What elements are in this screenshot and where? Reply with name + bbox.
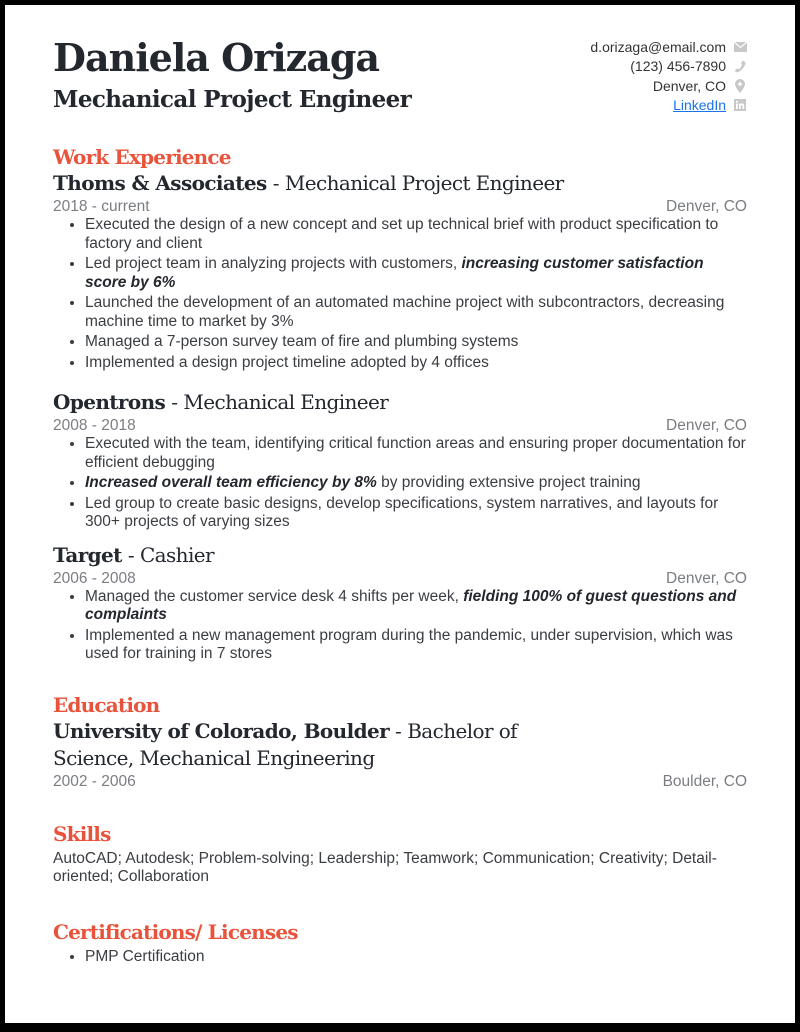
job-role: Mechanical Engineer [183, 390, 389, 414]
contact-email [590, 37, 747, 57]
envelope-icon [733, 40, 747, 54]
bullet-text: by providing extensive project training [376, 474, 641, 491]
education-header [53, 718, 593, 772]
separator: - [171, 390, 178, 414]
section-title-education: Education [53, 692, 160, 717]
job-location: Denver, CO [666, 198, 747, 215]
bullet-item [85, 294, 747, 331]
bullet-text: Led project team in analyzing projects with customers, [85, 255, 462, 272]
bullet-emphasis: Increased overall team efficiency by 8% [85, 474, 377, 491]
job-header [53, 170, 747, 197]
certifications-section [53, 919, 747, 967]
section-title-skills: Skills [53, 821, 111, 846]
bullet-item [85, 495, 747, 532]
job-bullets [53, 435, 747, 532]
phone-text: (123) 456-7890 [630, 58, 726, 75]
contact-phone [590, 57, 747, 77]
separator: - [127, 542, 134, 567]
company-name: Thoms & Associates [53, 171, 267, 195]
resume-page [5, 5, 795, 1023]
certifications-list [53, 948, 747, 967]
job-dates: 2008 - 2018 [53, 417, 136, 434]
education-dates: 2002 - 2006 [53, 772, 136, 790]
company-name: Target [53, 542, 122, 567]
bullet-text: Managed a 7-person survey team of fire and plumbing systems [85, 333, 519, 350]
job-dates: 2006 - 2008 [53, 569, 136, 587]
linkedin-link[interactable]: LinkedIn [673, 97, 726, 114]
job-header [53, 542, 747, 569]
work-experience-section [53, 144, 747, 664]
bullet-item [85, 354, 747, 373]
bullet-item [85, 216, 747, 253]
skills-section [53, 821, 747, 887]
bullet-text: Implemented a design project timeline adopted by 4 offices [85, 353, 489, 371]
school-name: University of Colorado, Boulder [53, 718, 390, 743]
education-meta [53, 772, 747, 791]
bullet-item [85, 435, 747, 472]
location-pin-icon [733, 79, 747, 93]
job-location: Denver, CO [666, 417, 747, 434]
phone-icon [733, 59, 747, 73]
email-text: d.orizaga@email.com [590, 38, 726, 55]
bullet-text: Launched the development of an automated machine project with subcontractors, decreasing machine time to market by 3% [85, 294, 725, 330]
job-entry [53, 542, 747, 664]
separator: - [395, 718, 402, 743]
section-title-certifications: Certifications/ Licenses [53, 919, 298, 944]
job-meta [53, 569, 747, 588]
skills-list: AutoCAD; Autodesk; Problem-solving; Leadership; Teamwork; Communication; Creativity; Detail-oriented; Collaboration [53, 849, 717, 885]
bullet-item [85, 333, 747, 352]
bullet-emphasis: fielding 100% of guest questions and complaints [85, 587, 737, 623]
bullet-item [85, 474, 747, 493]
bullet-item [85, 255, 747, 292]
job-header [53, 389, 747, 416]
job-entry [53, 170, 747, 372]
job-meta [53, 197, 747, 216]
contact-linkedin [590, 96, 747, 116]
education-location: Boulder, CO [662, 772, 747, 790]
linkedin-icon [733, 98, 747, 112]
bullet-text: Executed with the team, identifying critical function areas and ensuring proper documentation for efficient debugging [85, 435, 746, 471]
bullet-text: Managed the customer service desk 4 shifts per week, [85, 587, 464, 605]
job-entry [53, 389, 747, 532]
bullet-emphasis: increasing customer satisfaction score by 6% [85, 255, 704, 291]
job-role: Mechanical Project Engineer [284, 171, 564, 195]
degree: Bachelor of Science, Mechanical Engineering [53, 718, 517, 770]
job-role: Cashier [139, 542, 214, 567]
education-section [53, 692, 747, 791]
candidate-title: Mechanical Project Engineer [53, 86, 412, 113]
job-bullets [53, 216, 747, 372]
job-location: Denver, CO [666, 569, 747, 587]
contact-block [590, 37, 747, 115]
bullet-text: Implemented a new management program during the pandemic, under supervision, which was used for training in 7 stores [85, 626, 733, 662]
bullet-text: Led group to create basic designs, develop specifications, system narratives, and layouts for 300+ projects of varying sizes [85, 494, 719, 530]
location-text: Denver, CO [652, 77, 726, 94]
certification-item: • PMP Certification [85, 948, 747, 967]
resume-header [53, 33, 747, 143]
bullet-item [85, 588, 747, 625]
contact-location [590, 76, 747, 96]
company-name: Opentrons [53, 390, 166, 414]
job-dates: 2018 - current [53, 198, 150, 215]
job-bullets [53, 588, 747, 664]
candidate-name: Daniela Orizaga [53, 35, 380, 80]
separator: - [272, 171, 279, 195]
section-title-work: Work Experience [53, 145, 231, 169]
job-meta [53, 416, 747, 435]
bullet-text: Executed the design of a new concept and set up technical brief with product specification to factory and client [85, 216, 719, 252]
bullet-item [85, 627, 747, 664]
